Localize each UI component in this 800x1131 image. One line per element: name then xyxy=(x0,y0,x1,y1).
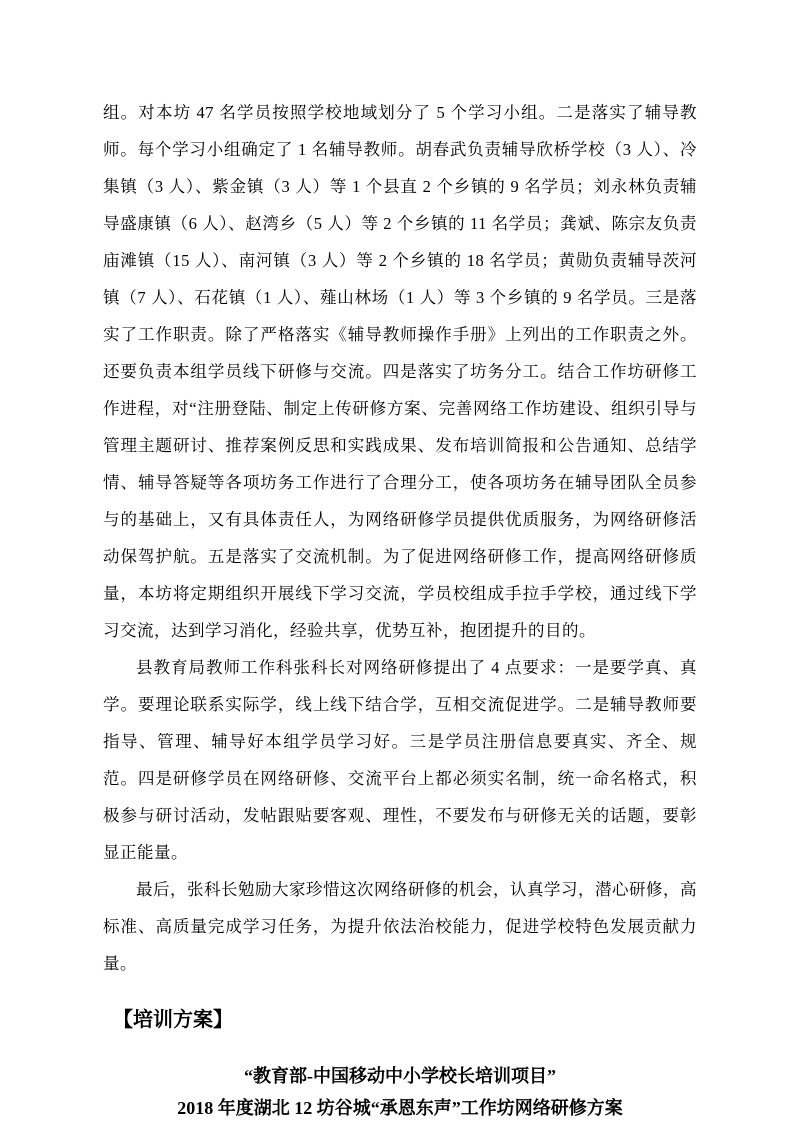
body-text-block xyxy=(103,94,697,982)
plan-title-line-1: “教育部-中国移动中小学校长培训项目” xyxy=(244,1066,556,1086)
plan-title-block xyxy=(103,1060,697,1124)
plan-title-line-2: 2018 年度湖北 12 坊谷城“承恩东声”工作坊网络研修方案 xyxy=(177,1098,623,1118)
section-heading-training-plan: 【培训方案】 xyxy=(113,1009,233,1031)
body-paragraph-3: 最后，张科长勉励大家珍惜这次网络研修的机会，认真学习，潜心研修，高标准、高质量完成学习任务，为提升依法治校能力，促进学校特色发展贡献力量。 xyxy=(103,880,697,973)
body-paragraph-1: 组。对本坊 47 名学员按照学校地域划分了 5 个学习小组。二是落实了辅导教师。每个学习小组确定了 1 名辅导教师。胡春武负责辅导欣桥学校（3 人）、冷集镇（3 人）、紫金镇（3 人）等 1 个县直 2 个乡镇的 9 名学员；刘永林负责辅导盛康镇（6 人）、赵湾乡（5 人）等 2 个乡镇的 11 名学员；龚斌、陈宗友负责庙滩镇（15 人）、南河镇（3 人）等 2 个乡镇的 18 名学员；黄勋负责辅导茨河镇（7 人）、石花镇（1 人）、薤山林场（1 人）等 3 个乡镇的 9 名学员。三是落实了工作职责。除了严格落实《辅导教师操作手册》上列出的工作职责之外。还要负责本组学员线下研修与交流。四是落实了坊务分工。结合工作坊研修工作进程，对“注册登陆、制定上传研修方案、完善网络工作坊建设、组织引导与管理主题研讨、推荐案例反思和实践成果、发布培训简报和公告通知、总结学情、辅导答疑等各项坊务工作进行了合理分工，使各项坊务在辅导团队全员参与的基础上，又有具体责任人，为网络研修学员提供优质服务，为网络研修活动保驾护航。五是落实了交流机制。为了促进网络研修工作，提高网络研修质量，本坊将定期组织开展线下学习交流，学员校组成手拉手学校，通过线下学习交流，达到学习消化，经验共享，优势互补，抱团提升的目的。 xyxy=(103,103,697,640)
body-paragraph-2: 县教育局教师工作科张科长对网络研修提出了 4 点要求：一是要学真、真学。要理论联系实际学，线上线下结合学，互相交流促进学。二是辅导教师要指导、管理、辅导好本组学员学习好。三是学员注册信息要真实、齐全、规范。四是研修学员在网络研修、交流平台上都必须实名制，统一命名格式，积极参与研讨活动，发帖跟贴要客观、理性，不要发布与研修无关的话题，要彰显正能量。 xyxy=(103,658,697,862)
